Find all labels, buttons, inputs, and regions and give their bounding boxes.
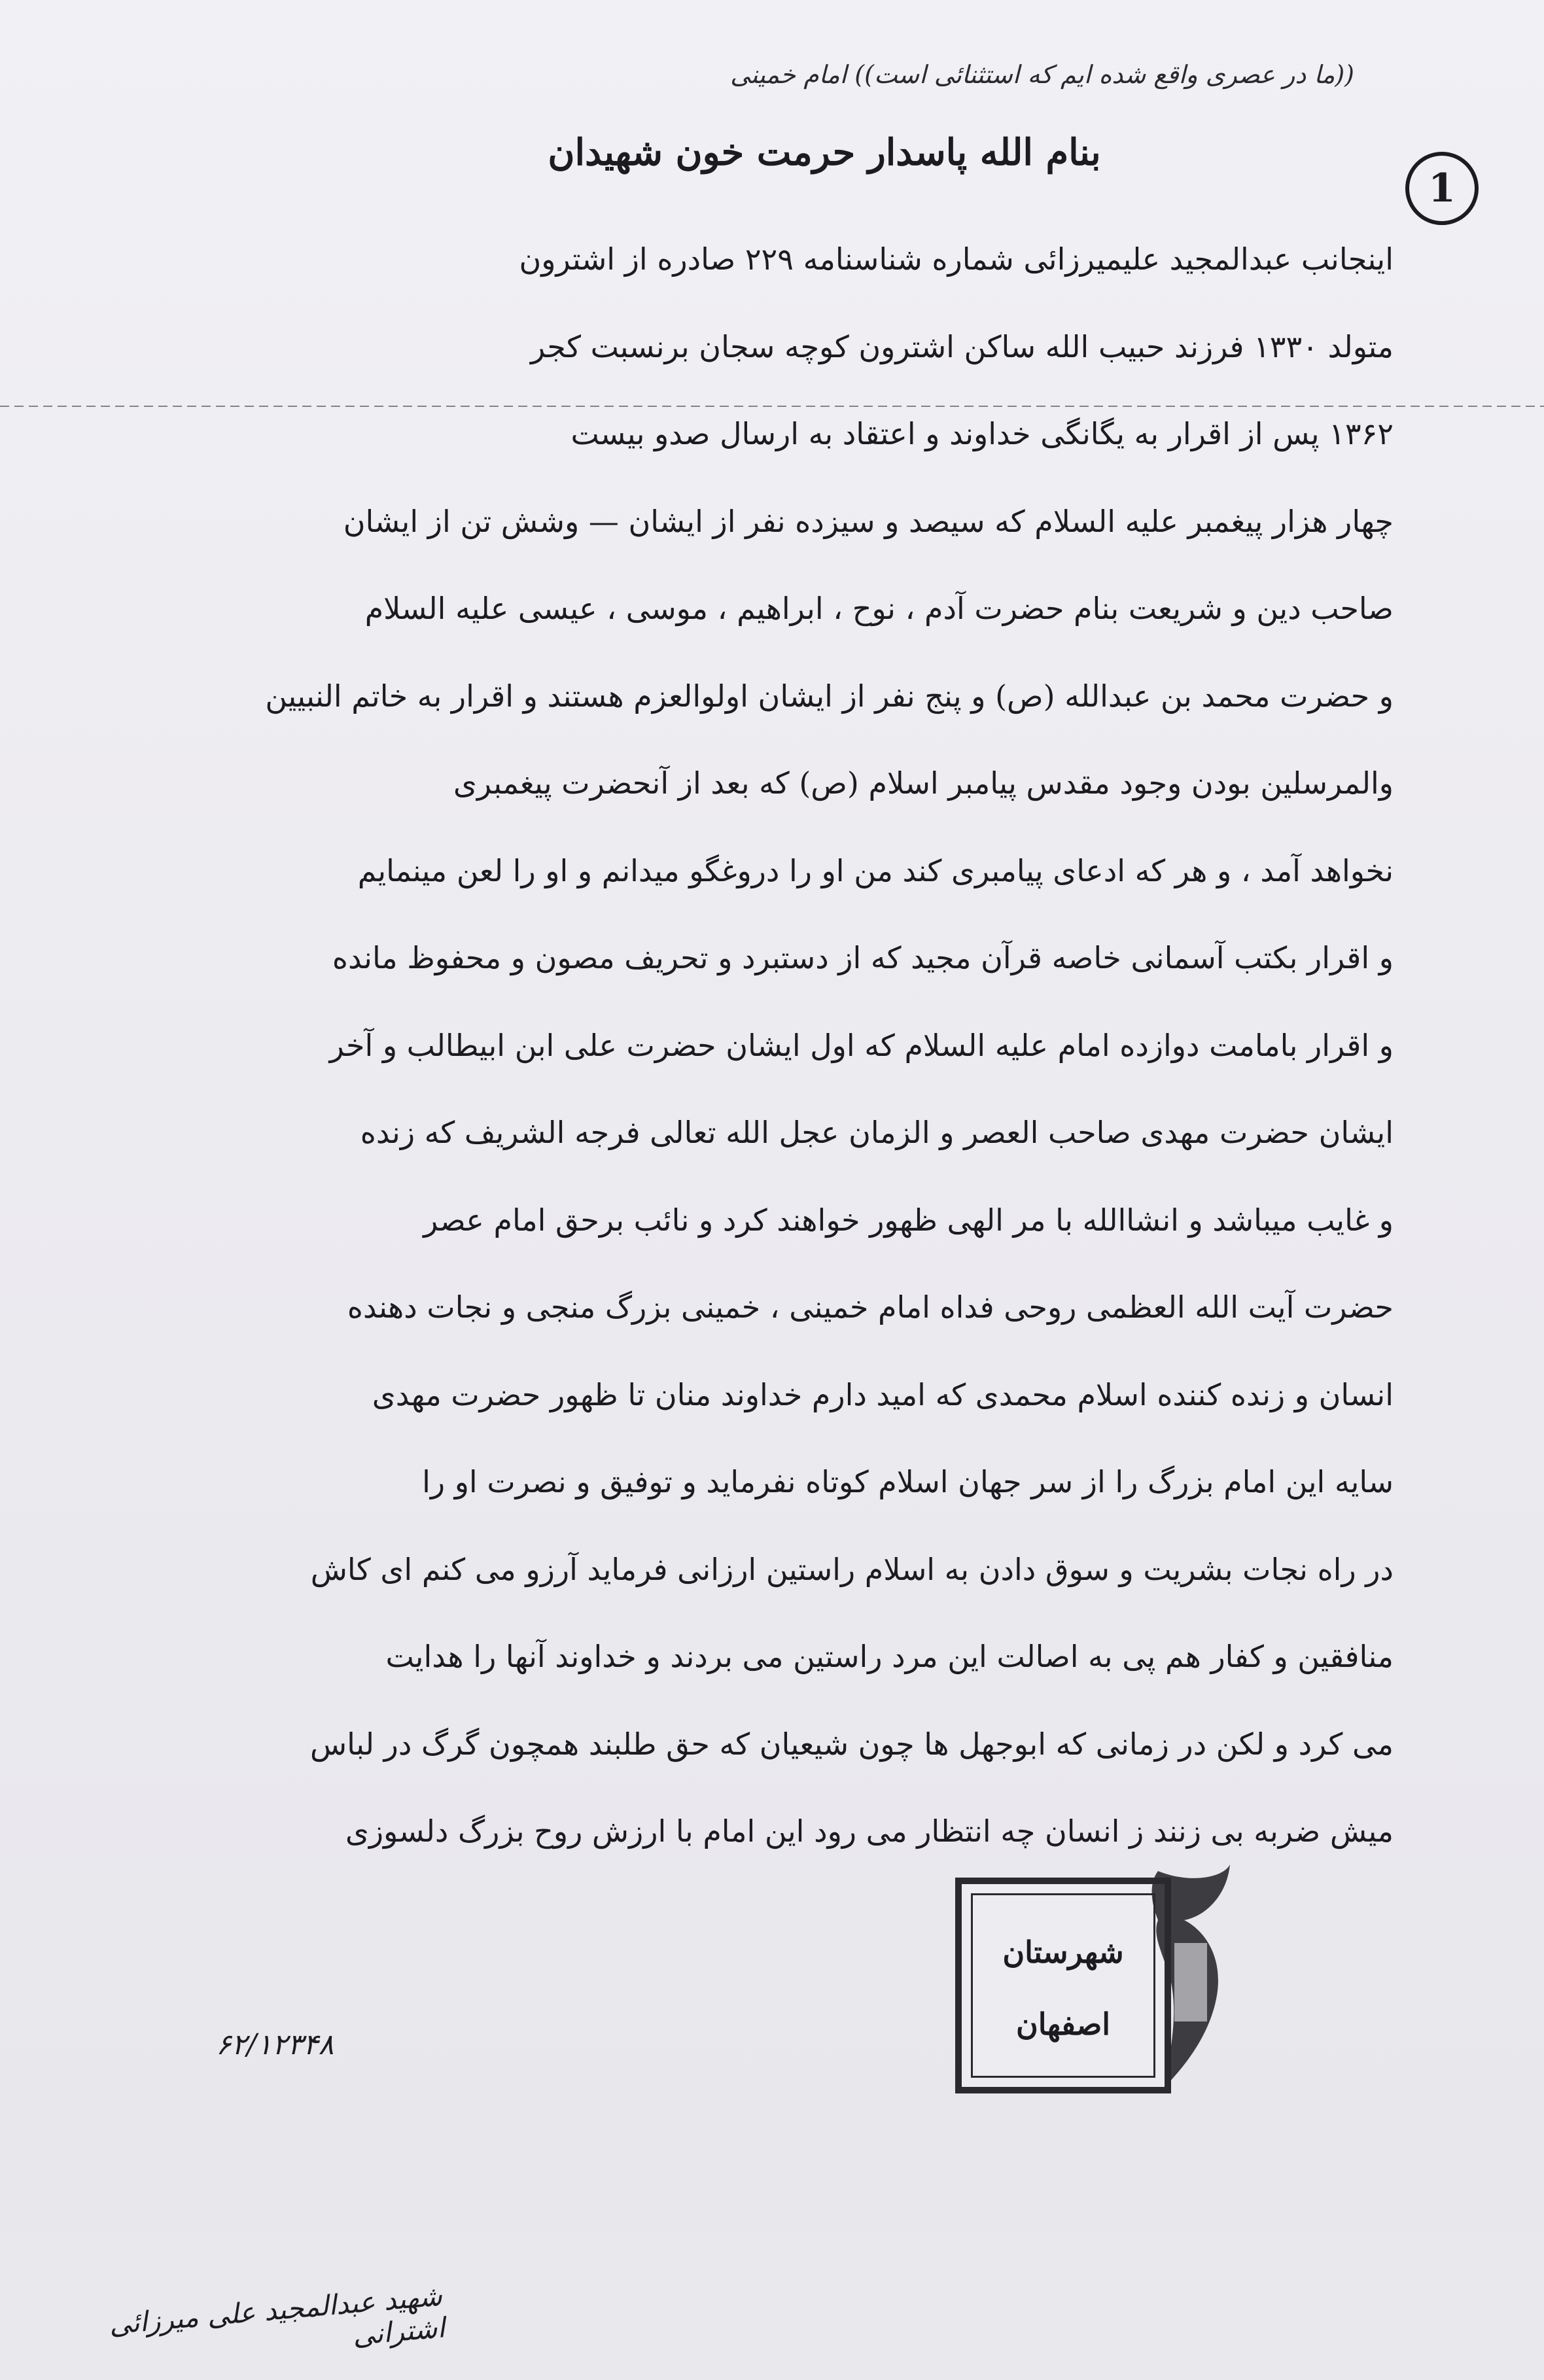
- stamp-line-city-name: اصفهان: [1015, 2006, 1111, 2042]
- body-line: والمرسلین بودن وجود مقدس پیامبر اسلام (ص) که بعد از آنحضرت پیغمبری: [453, 765, 1394, 801]
- page-number: 1: [1405, 152, 1479, 225]
- document-number: ۶۲/۱۲۳۴۸: [216, 2028, 334, 2061]
- signature: شهید عبدالمجید علی میرزائی اشترانی: [107, 2279, 446, 2352]
- body-line: و حضرت محمد بن عبدالله (ص) و پنج نفر از ایشان اولوالعزم هستند و اقرار به خاتم النبیین: [265, 678, 1394, 714]
- body-line: متولد ۱۳۳۰ فرزند حبیب الله ساکن اشترون کوچه سجان برنسبت کجر: [531, 328, 1394, 364]
- body-line: ۱۳۶۲ پس از اقرار به یگانگی خداوند و اعتقاد به ارسال صدو بیست: [570, 416, 1394, 451]
- body-line: اینجانب عبدالمجید علیمیرزائی شماره شناسنامه ۲۲۹ صادره از اشترون: [519, 241, 1394, 277]
- stamp-line-city-label: شهرستان: [1002, 1934, 1124, 1970]
- emblem-icon: [1145, 1858, 1237, 2093]
- body-line: نخواهد آمد ، و هر که ادعای پیامبری کند من او را دروغگو میدانم و او را لعن مینمایم: [357, 852, 1394, 888]
- epigraph-quote: ((ما در عصری واقع شده ایم که استثنائی است)) امام خمینی: [730, 60, 1354, 89]
- body-line: منافقین و کفار هم پی به اصالت این مرد راستین می بردند و خداوند آنها را هدایت: [385, 1639, 1394, 1674]
- body-line: سایه این امام بزرگ را از سر جهان اسلام کوتاه نفرماید و توفیق و نصرت او را: [422, 1464, 1394, 1499]
- body-line: حضرت آیت الله العظمی روحی فداه امام خمینی ، خمینی بزرگ منجی و نجات دهنده: [347, 1289, 1394, 1325]
- body-line: چهار هزار پیغمبر علیه السلام که سیصد و سیزده نفر از ایشان — وشش تن از ایشان: [343, 503, 1394, 539]
- body-line: و اقرار بکتب آسمانی خاصه قرآن مجید که از دستبرد و تحریف مصون و محفوظ مانده: [332, 940, 1394, 975]
- body-line: و اقرار بامامت دوازده امام علیه السلام که اول ایشان حضرت علی ابن ابیطالب و آخر: [329, 1027, 1394, 1063]
- body-text: [118, 216, 1394, 1876]
- body-line: و غایب میباشد و انشاالله با مر الهی ظهور خواهند کرد و نائب برحق امام عصر: [423, 1202, 1394, 1238]
- official-stamp: [949, 1858, 1237, 2120]
- body-line: صاحب دین و شریعت بنام حضرت آدم ، نوح ، ابراهیم ، موسی ، عیسی علیه السلام: [364, 591, 1394, 626]
- body-line: میش ضربه بی زنند ز انسان چه انتظار می رود این امام با ارزش روح بزرگ دلسوزی: [345, 1813, 1394, 1849]
- body-line: در راه نجات بشریت و سوق دادن به اسلام راستین ارزانی فرماید آرزو می کنم ای کاش: [310, 1551, 1394, 1587]
- stamp-inner-frame: [971, 1893, 1155, 2078]
- body-line: ایشان حضرت مهدی صاحب العصر و الزمان عجل الله تعالی فرجه الشریف که زنده: [360, 1115, 1394, 1150]
- body-line: انسان و زنده کننده اسلام محمدی که امید دارم خداوند منان تا ظهور حضرت مهدی: [372, 1376, 1394, 1412]
- body-line: می کرد و لکن در زمانی که ابوجهل ها چون شیعیان که حق طلبند همچون گرگ در لباس: [309, 1726, 1394, 1762]
- document-heading: بنام الله پاسدار حرمت خون شهیدان: [548, 131, 1101, 174]
